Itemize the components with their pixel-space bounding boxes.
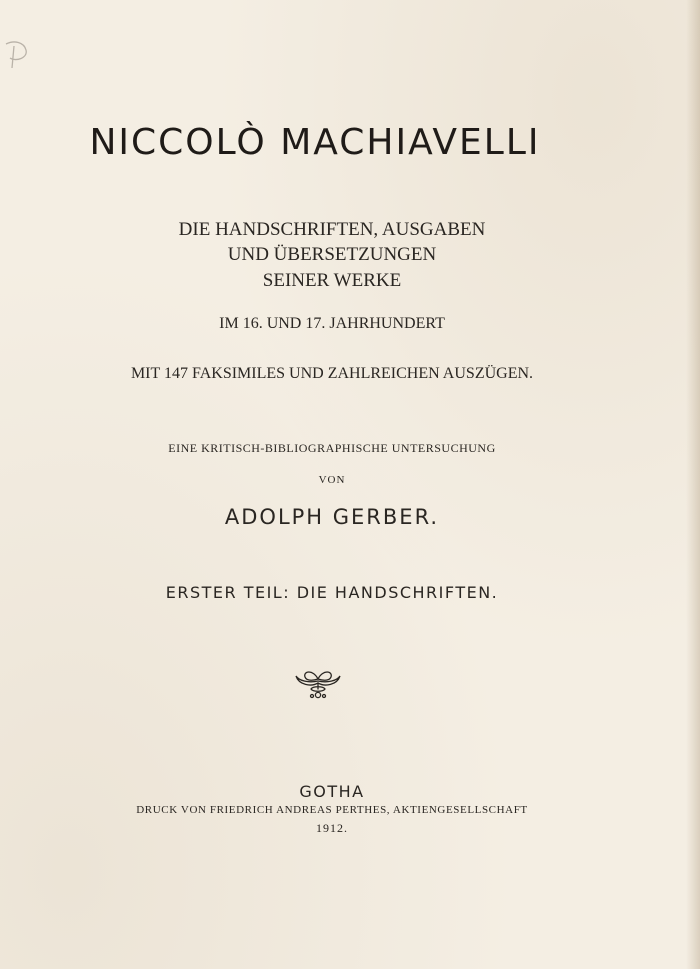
- imprint-city: GOTHA: [299, 782, 365, 801]
- study-type-line: EINE KRITISCH-BIBLIOGRAPHISCHE UNTERSUCHUNG: [168, 441, 496, 455]
- book-title: NICCOLÒ MACHIAVELLI: [89, 122, 541, 163]
- imprint-printer: DRUCK VON FRIEDRICH ANDREAS PERTHES, AKTIENGESELLSCHAFT: [136, 804, 528, 816]
- subtitle-line-1: DIE HANDSCHRIFTEN, AUSGABEN: [178, 219, 486, 240]
- pencil-mark-icon: [2, 38, 32, 74]
- subtitle-line-2: UND ÜBERSETZUNGEN: [227, 244, 437, 265]
- subtitle-line-3: SEINER WERKE: [262, 270, 402, 291]
- by-line: VON: [318, 474, 346, 486]
- author-name: ADOLPH GERBER.: [224, 505, 440, 529]
- part-title: ERSTER TEIL: DIE HANDSCHRIFTEN.: [165, 583, 499, 602]
- facsimiles-line: MIT 147 FAKSIMILES UND ZAHLREICHEN AUSZÜGEN.: [130, 365, 534, 382]
- floral-ornament-icon: [293, 667, 343, 701]
- page-edge-shadow: [686, 0, 700, 969]
- imprint-year: 1912.: [316, 821, 348, 835]
- period-line: IM 16. UND 17. JAHRHUNDERT: [219, 315, 445, 332]
